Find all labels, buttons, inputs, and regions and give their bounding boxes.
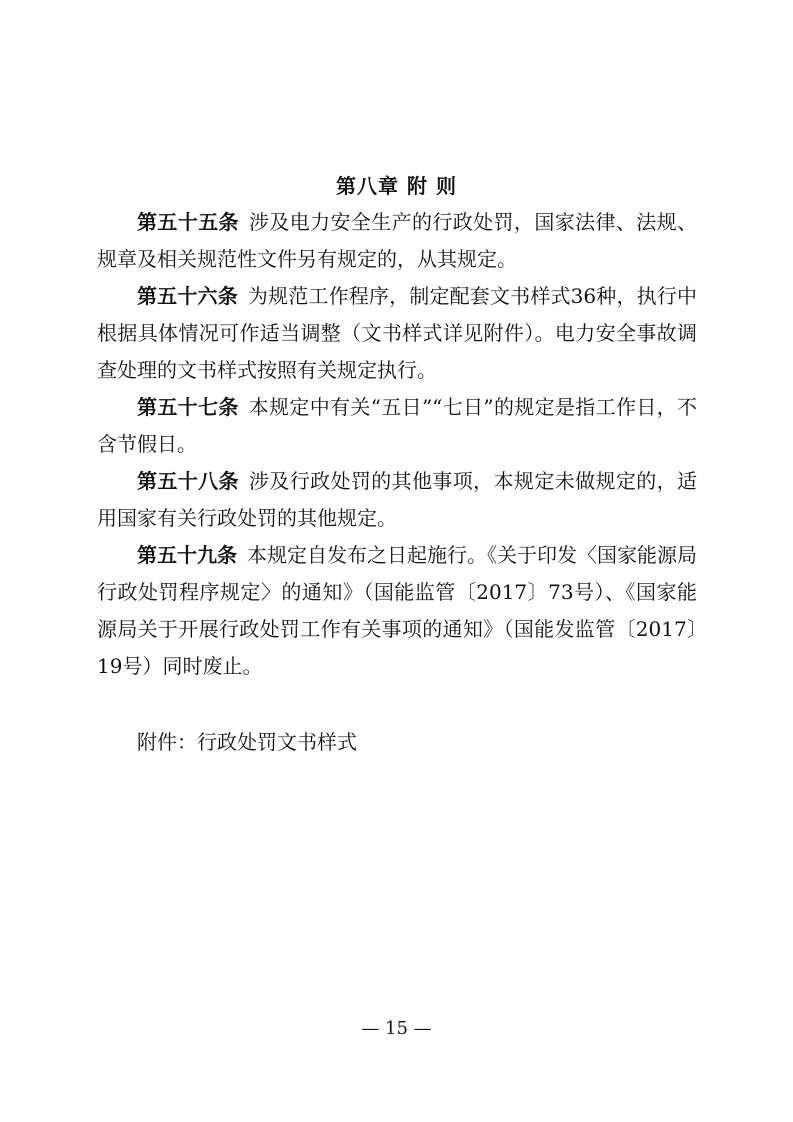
article-58 bbox=[97, 463, 697, 537]
article-57 bbox=[97, 389, 697, 463]
article-text: 本规定中有关“五日”“七日”的规定是指工作日，不含节假日。 bbox=[97, 395, 697, 456]
articles-body bbox=[97, 204, 697, 685]
chapter-title: 第八章 附 则 bbox=[336, 174, 457, 198]
article-label: 第五十七条 bbox=[137, 395, 239, 419]
article-55 bbox=[97, 204, 697, 278]
article-text: 为规范工作程序，制定配套文书样式36种，执行中根据具体情况可作适当调整（文书样式详见附件）。电力安全事故调查处理的文书样式按照有关规定执行。 bbox=[97, 284, 697, 382]
article-label: 第五十八条 bbox=[137, 469, 239, 493]
article-text: 涉及行政处罚的其他事项，本规定未做规定的，适用国家有关行政处罚的其他规定。 bbox=[97, 469, 698, 530]
article-label: 第五十九条 bbox=[137, 543, 237, 567]
article-56 bbox=[97, 278, 697, 389]
article-label: 第五十六条 bbox=[137, 284, 238, 308]
article-59 bbox=[97, 537, 697, 685]
article-label: 第五十五条 bbox=[137, 210, 239, 234]
article-text: 涉及电力安全生产的行政处罚，国家法律、法规、规章及相关规范性文件另有规定的，从其规定。 bbox=[97, 210, 698, 271]
page-number: — 15 — bbox=[361, 1018, 432, 1039]
article-text: 本规定自发布之日起施行。《关于印发〈国家能源局行政处罚程序规定〉的通知》（国能监管〔2017〕73号）、《国家能源局关于开展行政处罚工作有关事项的通知》（国能发监管〔2017〕19号）同时废止。 bbox=[97, 543, 697, 678]
attachment-note: 附件：行政处罚文书样式 bbox=[137, 730, 357, 754]
